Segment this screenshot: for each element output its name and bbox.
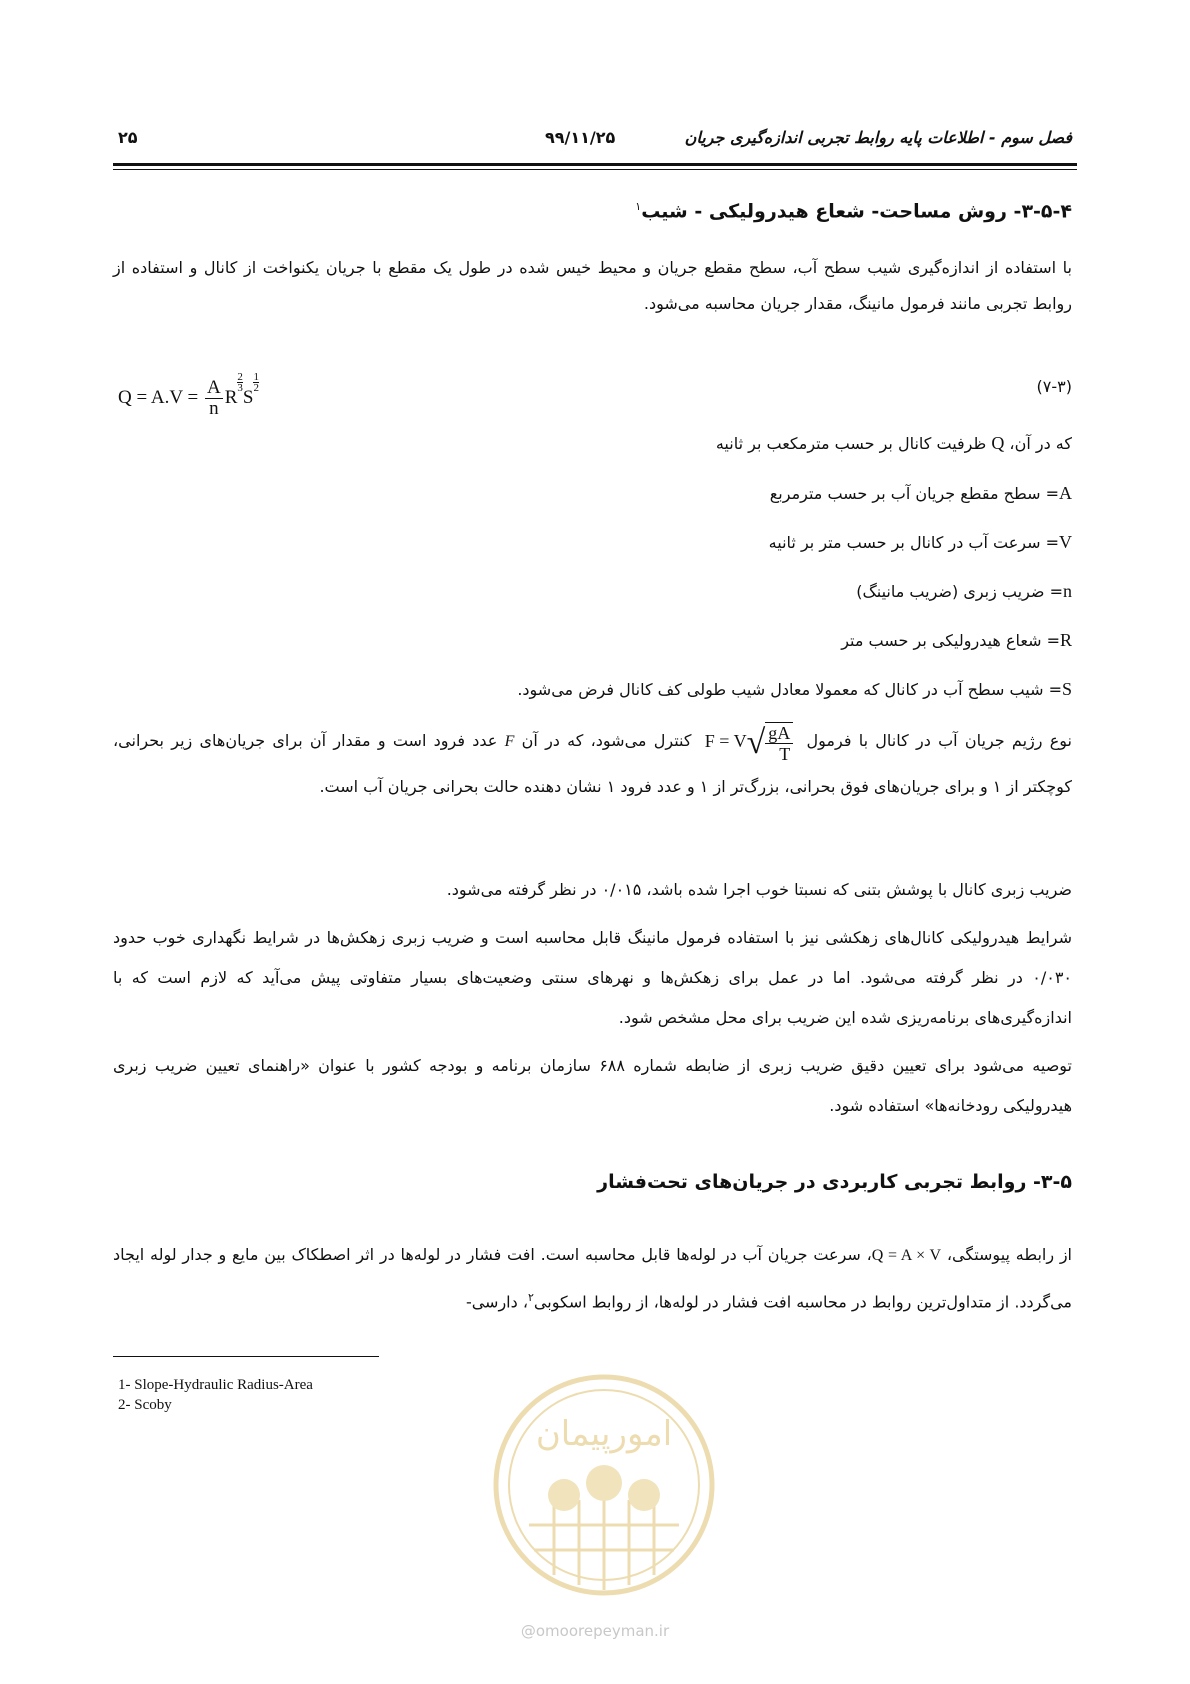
s-exponent-num: 1	[253, 371, 259, 383]
equation-number: (۷-۳)	[1036, 377, 1072, 396]
definition-v	[769, 532, 1072, 553]
definition-symbol: A	[1059, 483, 1072, 503]
equation-r: R	[224, 387, 238, 408]
equation-s: S	[242, 387, 254, 408]
froude-text-before: نوع رژیم جریان آب در کانال با فرمول	[806, 731, 1073, 750]
definition-symbol: n	[1063, 581, 1072, 601]
continuity-formula: Q = A × V	[871, 1247, 942, 1264]
froude-paragraph	[113, 718, 1072, 809]
definition-n	[856, 581, 1072, 602]
definition-symbol: S	[1061, 679, 1072, 699]
pressure-text-mid: ، سرعت جریان آب در لوله‌ها قابل محاسبه است. افت فشار در لوله‌ها در اثر اصطکاک بین مایع و جدار لوله ایجاد می‌گردد. از متداول‌ترین روابط در محاسبه افت فشار در لوله‌ها، از روابط اسکوبی	[113, 1245, 1072, 1312]
froude-formula	[705, 719, 794, 764]
r-exponent-num: 2	[237, 371, 243, 383]
pressure-text-before: از رابطه پیوستگی،	[946, 1245, 1072, 1264]
froude-text-mid: کنترل می‌شود، که در آن	[521, 731, 692, 750]
definition-symbol: Q	[991, 433, 1005, 453]
pressure-text-end: ، دارسی-	[465, 1292, 528, 1312]
froude-denominator: T	[779, 743, 791, 764]
drainage-paragraph: شرایط هیدرولیکی کانال‌های زهکشی نیز با استفاده فرمول مانینگ قابل محاسبه است و ضریب زبری زهکش‌ها در شرایط نگهداری خوب حدود ۰/۰۳۰ در نظر گرفته می‌شود. اما در عمل برای زهکش‌ها و نهرهای سنتی وضعیت‌های بسیار متفاوتی پیش می‌آید که لازم است که با اندازه‌گیری‌های برنامه‌ریزی شده این ضریب برای محل مشخص شود.	[113, 928, 1072, 1027]
concrete-paragraph: ضریب زبری کانال با پوشش بتنی که نسبتا خوب اجرا شده باشد، ۰/۰۱۵ در نظر گرفته می‌شود.	[446, 880, 1072, 899]
equation-lhs: Q = A.V =	[118, 387, 199, 408]
definition-text: = سطح مقطع جریان آب بر حسب مترمربع	[769, 484, 1059, 503]
section-heading-text: ۳-۵-۴- روش مساحت- شعاع هیدرولیکی - شیب	[641, 200, 1072, 223]
header-rule-thick	[113, 163, 1077, 166]
definition-text: = سرعت آب در کانال بر حسب متر بر ثانیه	[768, 533, 1059, 552]
fraction-numerator: A	[206, 377, 221, 399]
header-date: ۹۹/۱۱/۲۵	[545, 128, 616, 147]
header-rule-thin	[113, 169, 1077, 170]
froude-numerator: gA	[765, 723, 793, 744]
froude-lhs: F = V	[704, 731, 747, 751]
watermark-url: @omoorepeyman.ir	[520, 1622, 670, 1640]
definition-prefix: که در آن،	[1004, 434, 1072, 453]
definition-text: = ضریب زبری (ضریب مانینگ)	[856, 582, 1063, 601]
froude-radicand	[765, 722, 793, 764]
footnote-rule	[113, 1356, 379, 1357]
r-exponent-den: 3	[237, 382, 243, 394]
watermark-logo	[484, 1365, 724, 1605]
definition-r	[841, 630, 1072, 651]
watermark-logo-text: امورپیمان	[535, 1414, 673, 1454]
definition-text: = شعاع هیدرولیکی بر حسب متر	[841, 631, 1060, 650]
froude-text-after: عدد فرود است و مقدار آن برای جریان‌های زیر بحرانی، کوچکتر از ۱ و برای جریان‌های فوق بحرانی، بزرگ‌تر از ۱ و عدد فرود ۱ نشان دهنده حالت بحرانی جریان آب است.	[113, 731, 1072, 796]
footnote-ref-2: ۲	[528, 1291, 534, 1304]
footnote-2: 2- Scoby	[118, 1397, 172, 1413]
definition-text: = شیب سطح آب در کانال که معمولا معادل شیب طولی کف کانال فرض می‌شود.	[517, 680, 1062, 699]
definition-a	[770, 483, 1072, 504]
definition-symbol: V	[1059, 532, 1072, 552]
definition-s	[517, 679, 1072, 700]
section-heading-35: ۳-۵- روابط تجربی کاربردی در جریان‌های تحت‌فشار	[597, 1171, 1072, 1193]
chapter-title: فصل سوم - اطلاعات پایه روابط تجربی اندازه‌گیری جریان	[684, 128, 1072, 147]
sqrt-sign: √	[746, 723, 766, 761]
manning-equation	[118, 372, 259, 419]
intro-paragraph: با استفاده از اندازه‌گیری شیب سطح آب، سطح مقطع جریان و محیط خیس شده در طول یک مقطع با جریان یکنواخت از کانال و استفاده از روابط تجربی مانند فرمول مانینگ، مقدار جریان محاسبه می‌شود.	[113, 258, 1072, 313]
section-heading-354	[635, 200, 1072, 222]
equation-fraction	[205, 378, 223, 419]
pressure-flow-paragraph	[113, 1234, 1072, 1323]
fraction-denominator: n	[209, 398, 219, 420]
definition-q	[716, 433, 1072, 454]
definition-text: ظرفیت کانال بر حسب مترمکعب بر ثانیه	[715, 434, 992, 453]
definition-symbol: R	[1059, 630, 1072, 650]
s-exponent-den: 2	[253, 382, 259, 394]
page-number: ۲۵	[118, 128, 138, 147]
froude-symbol: F	[504, 733, 515, 750]
recommendation-paragraph: توصیه می‌شود برای تعیین دقیق ضریب زبری از ضابطه شماره ۶۸۸ سازمان برنامه و بودجه کشور با عنوان «راهنمای تعیین ضریب زبری هیدرولیکی رودخانه‌ها» استفاده شود.	[113, 1056, 1073, 1115]
footnote-ref-1: ۱	[635, 200, 642, 213]
s-exponent	[253, 372, 259, 393]
footnote-1: 1- Slope-Hydraulic Radius-Area	[118, 1377, 313, 1393]
